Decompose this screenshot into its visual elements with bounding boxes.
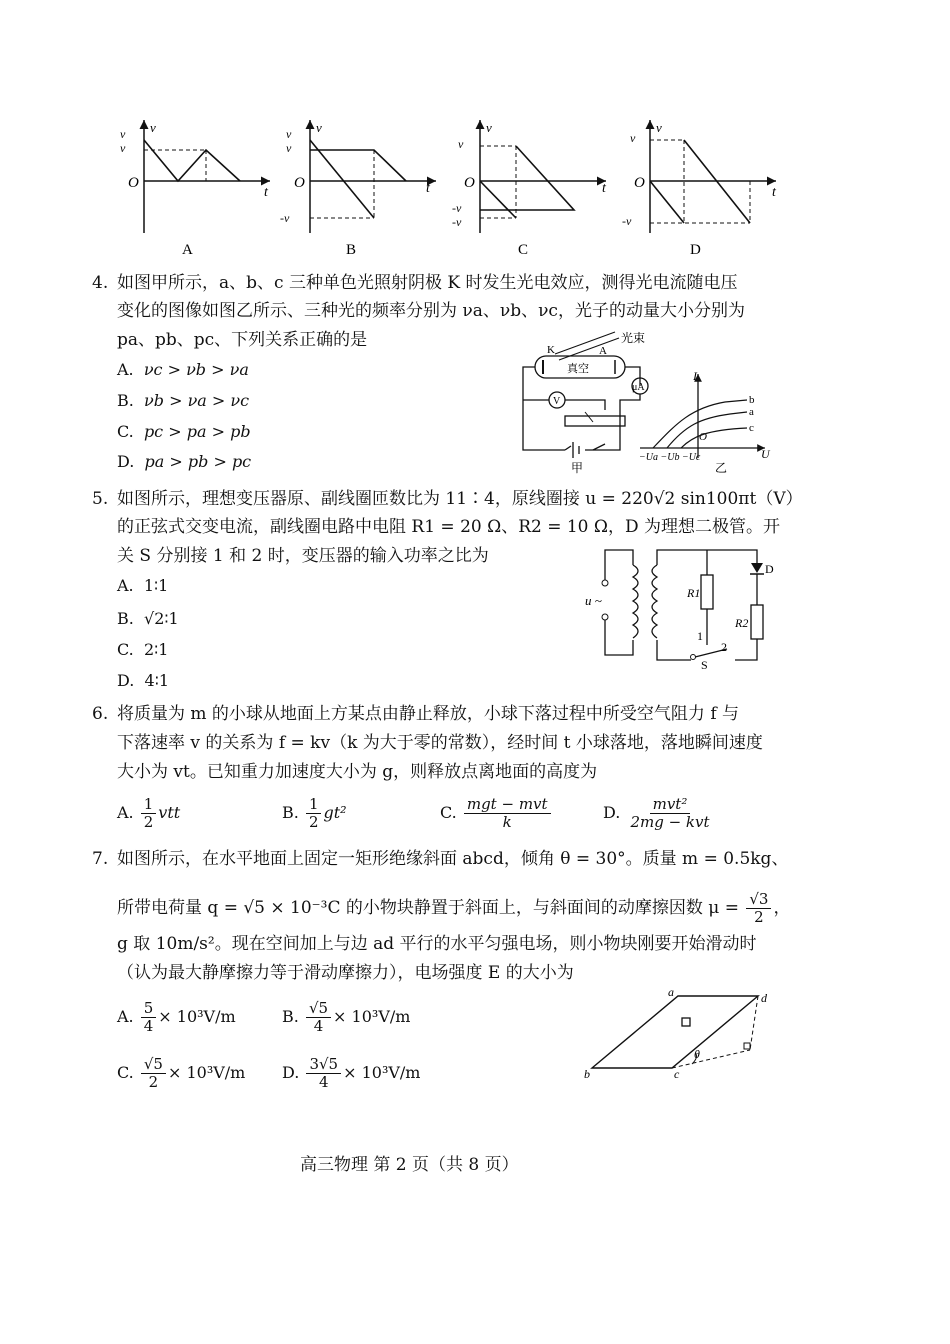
q7-option-c-den: 2 bbox=[148, 1073, 159, 1091]
q4-fig-meter-ua: μA bbox=[632, 382, 645, 393]
q7-option-d-num: 3√5 bbox=[306, 1056, 341, 1074]
q6-option-d[interactable] bbox=[603, 796, 715, 831]
graph-d-label: D bbox=[690, 242, 701, 258]
graph-b bbox=[280, 120, 436, 258]
q7-mu-num: √3 bbox=[746, 891, 771, 909]
q5-option-c[interactable] bbox=[117, 640, 168, 659]
graph-b-label: B bbox=[346, 242, 357, 258]
q4-option-a-label: A. bbox=[117, 360, 134, 379]
q7-line-1: 如图所示，在水平地面上固定一矩形绝缘斜面 abcd，倾角 θ = 30°。质量 m = 0.5kg、 bbox=[117, 849, 789, 869]
q7-fig-d: d bbox=[761, 991, 767, 1005]
q6-line-1: 将质量为 m 的小球从地面上方某点由静止释放，小球下落过程中所受空气阻力 f 与 bbox=[117, 704, 740, 724]
q5-option-a-text: 1∶1 bbox=[143, 576, 169, 595]
q4-fig-beam: 光束 bbox=[621, 331, 646, 345]
graph-c bbox=[452, 120, 607, 258]
graph-b-tick-1: v bbox=[286, 127, 292, 141]
q4-option-b-text: νb > νa > νc bbox=[144, 391, 250, 410]
q7-fig-theta: θ bbox=[694, 1047, 700, 1061]
q7-number: 7. bbox=[92, 849, 109, 869]
q7-line-3: g 取 10m/s²。现在空间加上与边 ad 平行的水平匀强电场，则小物块刚要开始滑动时 bbox=[117, 934, 757, 954]
graph-b-vlabel: v bbox=[316, 120, 322, 135]
q5-option-b-label: B. bbox=[117, 609, 134, 628]
graph-d bbox=[622, 120, 777, 258]
q4-fig-meter-v: V bbox=[553, 396, 561, 407]
q7-fig-a: a bbox=[668, 988, 674, 999]
q7-option-b-label: B. bbox=[282, 1007, 299, 1026]
q4-option-b-label: B. bbox=[117, 391, 134, 410]
q4-figure bbox=[515, 330, 785, 475]
graph-a bbox=[120, 120, 270, 258]
q5-option-d-label: D. bbox=[117, 671, 135, 690]
q4-option-c-text: pc > pa > pb bbox=[143, 422, 251, 441]
q7-option-c[interactable] bbox=[117, 1056, 245, 1091]
q6-option-d-num: mvt² bbox=[650, 796, 691, 814]
graph-a-vlabel: v bbox=[150, 120, 156, 135]
q5-option-c-label: C. bbox=[117, 640, 134, 659]
q4-line-3: pa、pb、pc、下列关系正确的是 bbox=[117, 330, 368, 350]
q7-option-c-label: C. bbox=[117, 1063, 134, 1082]
q7-option-b-num: √5 bbox=[306, 1000, 331, 1018]
graph-a-origin: O bbox=[128, 175, 139, 191]
graph-d-tick-2: -v bbox=[622, 214, 632, 228]
q6-option-b-den: 2 bbox=[308, 813, 319, 831]
q4-fig-curve-a: a bbox=[749, 406, 754, 418]
q5-line-1: 如图所示，理想变压器原、副线圈匝数比为 11∶4，原线圈接 u = 220√2 sin100πt（V） bbox=[117, 489, 803, 509]
q6-option-b[interactable] bbox=[282, 796, 347, 831]
q7-line-2-text: 所带电荷量 q = √5 × 10⁻³C 的小物块静置于斜面上，与斜面间的动摩擦因数 μ = bbox=[117, 898, 739, 918]
q4-fig-curve-b: b bbox=[749, 394, 755, 406]
q5-figure bbox=[585, 545, 785, 670]
q7-option-c-num: √5 bbox=[141, 1056, 166, 1074]
graph-d-vlabel: v bbox=[656, 120, 662, 135]
q4-option-b[interactable] bbox=[117, 391, 249, 410]
q4-fig-k: K bbox=[547, 344, 555, 356]
q5-number: 5. bbox=[92, 489, 109, 509]
q5-fig-s: S bbox=[701, 658, 708, 670]
q6-option-c-den: k bbox=[502, 813, 512, 831]
q7-figure bbox=[580, 988, 780, 1083]
q7-option-d-den: 4 bbox=[318, 1073, 329, 1091]
q4-option-c-label: C. bbox=[117, 422, 134, 441]
graph-c-label: C bbox=[518, 242, 529, 258]
q7-option-b-den: 4 bbox=[313, 1017, 324, 1035]
graph-d-tick-1: v bbox=[630, 131, 636, 145]
q6-option-d-den: 2mg − kvt bbox=[630, 813, 710, 831]
q6-option-c[interactable] bbox=[440, 796, 553, 831]
q6-number: 6. bbox=[92, 704, 109, 724]
q4-fig-yi: 乙 bbox=[715, 461, 728, 475]
q4-option-c[interactable] bbox=[117, 422, 251, 441]
q5-option-a[interactable] bbox=[117, 576, 168, 595]
q6-line-3: 大小为 vt。已知重力加速度大小为 g，则释放点离地面的高度为 bbox=[117, 762, 598, 782]
q5-option-b-text: √2∶1 bbox=[144, 609, 179, 628]
q6-option-d-label: D. bbox=[603, 803, 621, 822]
q7-option-a-tail: × 10³V/m bbox=[158, 1007, 236, 1026]
q6-option-a-num: 1 bbox=[141, 796, 157, 814]
q6-option-a-tail: vtt bbox=[158, 803, 181, 822]
q4-number: 4. bbox=[92, 273, 109, 293]
q5-line-3: 关 S 分别接 1 和 2 时，变压器的输入功率之比为 bbox=[117, 546, 489, 566]
q4-fig-jia: 甲 bbox=[571, 461, 584, 475]
graph-c-vlabel: v bbox=[486, 120, 492, 135]
q5-fig-d: D bbox=[765, 562, 774, 576]
q4-option-d-text: pa > pb > pc bbox=[144, 452, 252, 471]
graph-c-tick-1: v bbox=[458, 137, 464, 151]
q4-option-d[interactable] bbox=[117, 452, 251, 471]
q5-fig-pos2: 2 bbox=[721, 640, 727, 654]
q6-option-a-label: A. bbox=[117, 803, 134, 822]
q7-option-d[interactable] bbox=[282, 1056, 420, 1091]
graph-a-tick-1: v bbox=[120, 127, 126, 141]
q5-option-a-label: A. bbox=[117, 576, 134, 595]
q7-option-d-label: D. bbox=[282, 1063, 300, 1082]
q5-fig-pos1: 1 bbox=[697, 629, 703, 643]
q5-fig-r2: R2 bbox=[735, 616, 749, 630]
q4-fig-tube: 真空 bbox=[567, 363, 589, 375]
q7-option-b-tail: × 10³V/m bbox=[333, 1007, 411, 1026]
graph-a-t: t bbox=[264, 185, 268, 200]
graph-a-tick-2: v bbox=[120, 141, 126, 155]
q5-option-c-text: 2∶1 bbox=[143, 640, 169, 659]
q5-fig-u: u ~ bbox=[585, 593, 602, 608]
graph-c-origin: O bbox=[464, 175, 475, 191]
q6-option-b-label: B. bbox=[282, 803, 299, 822]
q4-fig-u-labels: −Ua −Ub −Uc bbox=[639, 452, 701, 463]
vt-graphs bbox=[110, 118, 790, 263]
q4-line-2: 变化的图像如图乙所示、三种光的频率分别为 νa、νb、νc，光子的动量大小分别为 bbox=[117, 301, 745, 321]
graph-c-tick-3: -v bbox=[452, 215, 462, 229]
q4-line-1: 如图甲所示，a、b、c 三种单色光照射阴极 K 时发生光电效应，测得光电流随电压 bbox=[117, 273, 738, 293]
q6-option-b-tail: gt² bbox=[323, 803, 347, 822]
graph-a-label: A bbox=[182, 242, 193, 258]
graph-c-tick-2: -v bbox=[452, 201, 462, 215]
q5-option-b[interactable] bbox=[117, 609, 179, 628]
q7-fig-c: c bbox=[674, 1067, 680, 1081]
q4-fig-curve-c: c bbox=[749, 422, 754, 434]
q5-fig-r1: R1 bbox=[687, 586, 701, 600]
q4-fig-axis-u: U bbox=[761, 447, 770, 461]
graph-b-tick-2: v bbox=[286, 141, 292, 155]
q6-option-a[interactable] bbox=[117, 796, 180, 831]
q7-option-a-label: A. bbox=[117, 1007, 134, 1026]
q4-option-a-text: νc > νb > νa bbox=[143, 360, 249, 379]
q7-option-d-tail: × 10³V/m bbox=[343, 1063, 421, 1082]
graph-b-origin: O bbox=[294, 175, 305, 191]
q4-fig-origin: O bbox=[699, 431, 707, 443]
q7-option-a-num: 5 bbox=[141, 1000, 157, 1018]
q7-option-a[interactable] bbox=[117, 1000, 236, 1035]
q6-line-2: 下落速率 v 的关系为 f = kv（k 为大于零的常数），经时间 t 小球落地，落地瞬间速度 bbox=[117, 733, 763, 753]
q4-option-a[interactable] bbox=[117, 360, 249, 379]
q7-mu-den: 2 bbox=[754, 908, 764, 926]
graph-c-t: t bbox=[602, 181, 606, 196]
q6-option-c-num: mgt − mvt bbox=[464, 796, 551, 814]
q7-option-b[interactable] bbox=[282, 1000, 410, 1035]
graph-d-origin: O bbox=[634, 175, 645, 191]
q7-line-2: 所带电荷量 q = √5 × 10⁻³C 的小物块静置于斜面上，与斜面间的动摩擦因数 μ = $\frac{√3}{2}$ ， bbox=[117, 890, 791, 926]
graph-b-tick-3: -v bbox=[280, 211, 290, 225]
q7-fig-b: b bbox=[584, 1067, 590, 1081]
q5-option-d[interactable] bbox=[117, 671, 169, 690]
q6-option-b-num: 1 bbox=[306, 796, 322, 814]
q7-line-4: （认为最大静摩擦力等于滑动摩擦力），电场强度 E 的大小为 bbox=[117, 963, 574, 983]
graph-b-t: t bbox=[426, 181, 430, 196]
q4-fig-axis-i: I bbox=[693, 369, 697, 383]
q7-option-c-tail: × 10³V/m bbox=[167, 1063, 246, 1082]
q6-option-c-label: C. bbox=[440, 803, 457, 822]
q5-option-d-text: 4∶1 bbox=[144, 671, 170, 690]
q5-line-2: 的正弦式交变电流，副线圈电路中电阻 R1 = 20 Ω、R2 = 10 Ω，D 为理想二极管。开 bbox=[117, 517, 781, 537]
q4-fig-a: A bbox=[599, 345, 607, 357]
q4-option-d-label: D. bbox=[117, 452, 135, 471]
graph-d-t: t bbox=[772, 185, 776, 200]
page-footer: 高三物理 第 2 页（共 8 页） bbox=[300, 1155, 519, 1175]
q6-option-a-den: 2 bbox=[143, 813, 154, 831]
q7-option-a-den: 4 bbox=[143, 1017, 154, 1035]
